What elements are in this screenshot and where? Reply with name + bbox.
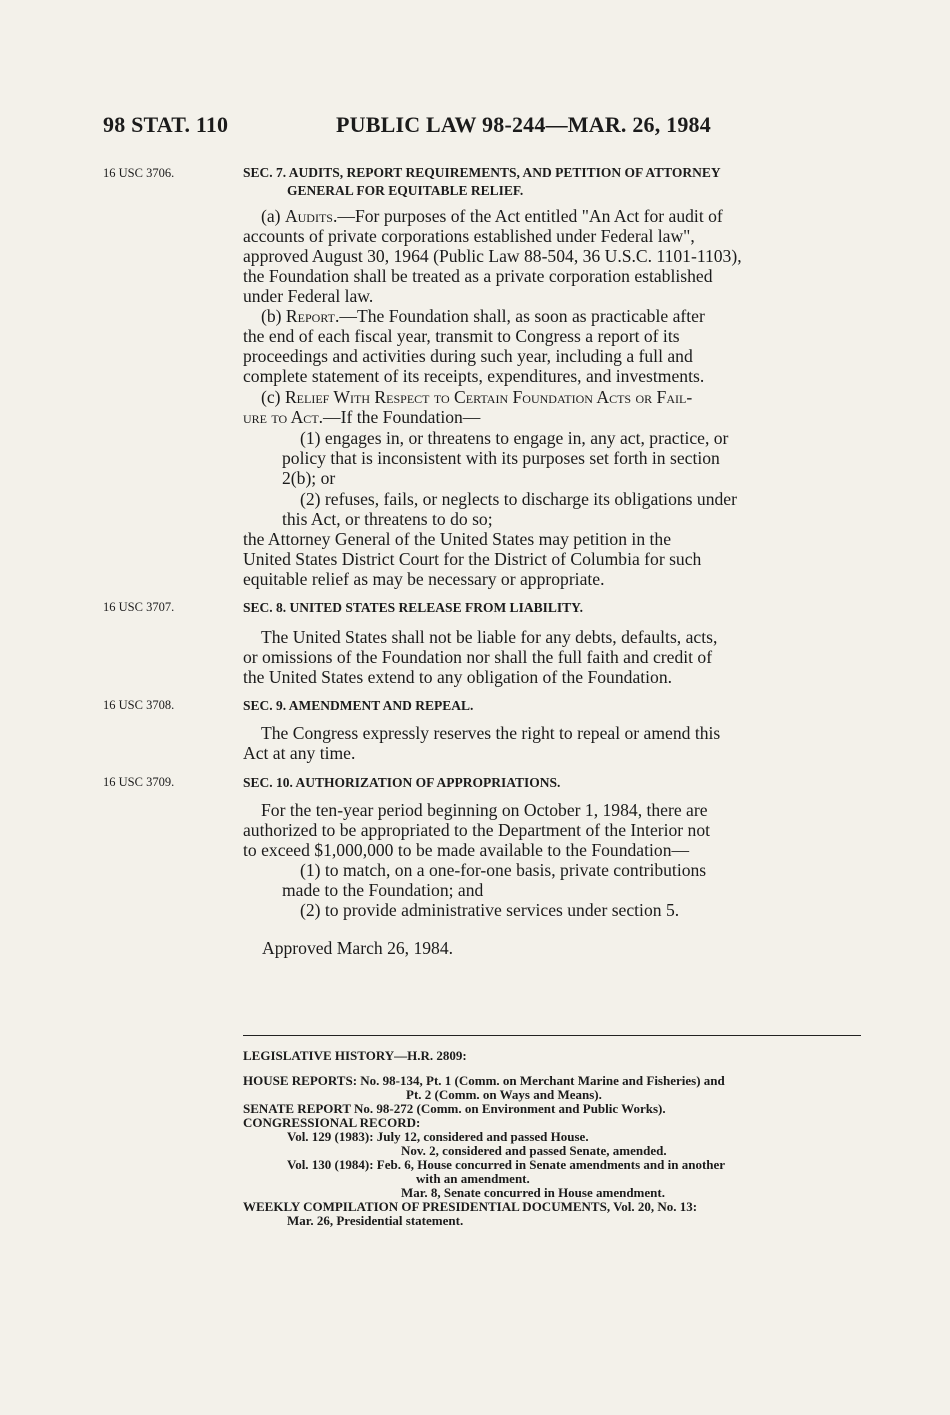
legislative-history-title: LEGISLATIVE HISTORY—H.R. 2809: xyxy=(243,1048,467,1063)
leg-line-7: Vol. 130 (1984): Feb. 6, House concurred in Senate amendments and in another xyxy=(287,1157,726,1172)
sec7-b-line2: the end of each fiscal year, transmit to Congress a report of its xyxy=(243,326,680,346)
sec7-b-caption: Report xyxy=(285,306,335,326)
leg-line-11: Mar. 26, Presidential statement. xyxy=(287,1213,464,1228)
sec7-heading-line1: SEC. 7. AUDITS, REPORT REQUIREMENTS, AND PETITION OF ATTORNEY xyxy=(243,165,721,180)
sec8-line2: or omissions of the Foundation nor shall the full faith and credit of xyxy=(243,647,713,667)
leg-line-9: Mar. 8, Senate concurred in House amendment. xyxy=(401,1185,665,1200)
sec7-c1-line1: (1) engages in, or threatens to engage in, any act, practice, or xyxy=(300,428,729,448)
sec7-c-line2: ure to Act.—If the Foundation— xyxy=(243,407,481,427)
margin-note-3709: 16 USC 3709. xyxy=(103,775,175,789)
sec10-line1: For the ten-year period beginning on October 1, 1984, there are xyxy=(261,800,708,820)
sec7-close-line3: equitable relief as may be necessary or appropriate. xyxy=(243,569,605,589)
leg-line-1: HOUSE REPORTS: No. 98-134, Pt. 1 (Comm. on Merchant Marine and Fisheries) and xyxy=(243,1073,725,1088)
sec7-a-line4: the Foundation shall be treated as a private corporation established xyxy=(243,266,713,286)
running-head: PUBLIC LAW 98-244—MAR. 26, 1984 xyxy=(336,112,711,137)
sec7-b-line1: (b) Report.—The Foundation shall, as soon as practicable after xyxy=(261,306,705,326)
sec10-item1-line1: (1) to match, on a one-for-one basis, private contributions xyxy=(300,860,707,880)
sec10-line2: authorized to be appropriated to the Department of the Interior not xyxy=(243,820,711,840)
sec9-line2: Act at any time. xyxy=(243,743,356,763)
sec9-heading: SEC. 9. AMENDMENT AND REPEAL. xyxy=(243,698,474,713)
sec7-heading-line2: GENERAL FOR EQUITABLE RELIEF. xyxy=(287,183,524,198)
sec7-b-line3: proceedings and activities during such year, including a full and xyxy=(243,346,693,366)
sec7-c-caption: Relief With Respect to Certain Foundation Acts or Fail- xyxy=(284,387,693,407)
page-number: 98 STAT. 110 xyxy=(103,112,229,137)
sec7-a-line3: approved August 30, 1964 (Public Law 88-504, 36 U.S.C. 1101-1103), xyxy=(243,246,742,266)
sec7-a-line2: accounts of private corporations established under Federal law", xyxy=(243,226,695,246)
leg-line-5: Vol. 129 (1983): July 12, considered and passed House. xyxy=(287,1129,589,1144)
leg-line-2: Pt. 2 (Comm. on Ways and Means). xyxy=(406,1087,602,1102)
sec7-b-line4: complete statement of its receipts, expenditures, and investments. xyxy=(243,366,705,386)
sec7-c-line1: (c) Relief With Respect to Certain Foundation Acts or Fail- xyxy=(261,387,693,407)
approval-line: Approved March 26, 1984. xyxy=(262,938,454,958)
sec7-close-line2: United States District Court for the District of Columbia for such xyxy=(243,549,702,569)
sec8-line1: The United States shall not be liable for any debts, defaults, acts, xyxy=(261,627,718,647)
sec7-close-line1: the Attorney General of the United States may petition in the xyxy=(243,529,672,549)
sec7-a-line5: under Federal law. xyxy=(243,286,374,306)
divider-rule xyxy=(243,1035,861,1036)
sec8-line3: the United States extend to any obligation of the Foundation. xyxy=(243,667,673,687)
sec7-c2-line2: this Act, or threatens to do so; xyxy=(282,509,493,529)
sec7-c1-line2: policy that is inconsistent with its purposes set forth in section xyxy=(282,448,720,468)
margin-note-3707: 16 USC 3707. xyxy=(103,600,175,614)
leg-line-6: Nov. 2, considered and passed Senate, amended. xyxy=(401,1143,667,1158)
leg-line-10: WEEKLY COMPILATION OF PRESIDENTIAL DOCUMENTS, Vol. 20, No. 13: xyxy=(243,1199,698,1214)
sec7-c2-line1: (2) refuses, fails, or neglects to discharge its obligations under xyxy=(300,489,737,509)
sec7-a-line1: (a) Audits.—For purposes of the Act entitled "An Act for audit of xyxy=(261,206,723,226)
leg-line-3: SENATE REPORT No. 98-272 (Comm. on Environment and Public Works). xyxy=(243,1101,666,1116)
leg-line-8: with an amendment. xyxy=(416,1171,530,1186)
sec7-c1-line3: 2(b); or xyxy=(282,468,336,488)
sec10-line3: to exceed $1,000,000 to be made available to the Foundation— xyxy=(243,840,690,860)
sec7-a-caption: Audits xyxy=(284,206,333,226)
sec8-heading: SEC. 8. UNITED STATES RELEASE FROM LIABILITY. xyxy=(243,600,583,615)
margin-note-3708: 16 USC 3708. xyxy=(103,698,175,712)
leg-line-4: CONGRESSIONAL RECORD: xyxy=(243,1115,421,1130)
margin-note-3706: 16 USC 3706. xyxy=(103,166,175,180)
sec9-line1: The Congress expressly reserves the right to repeal or amend this xyxy=(261,723,721,743)
sec10-item1-line2: made to the Foundation; and xyxy=(282,880,484,900)
sec10-heading: SEC. 10. AUTHORIZATION OF APPROPRIATIONS. xyxy=(243,775,561,790)
sec10-item2: (2) to provide administrative services under section 5. xyxy=(300,900,680,920)
